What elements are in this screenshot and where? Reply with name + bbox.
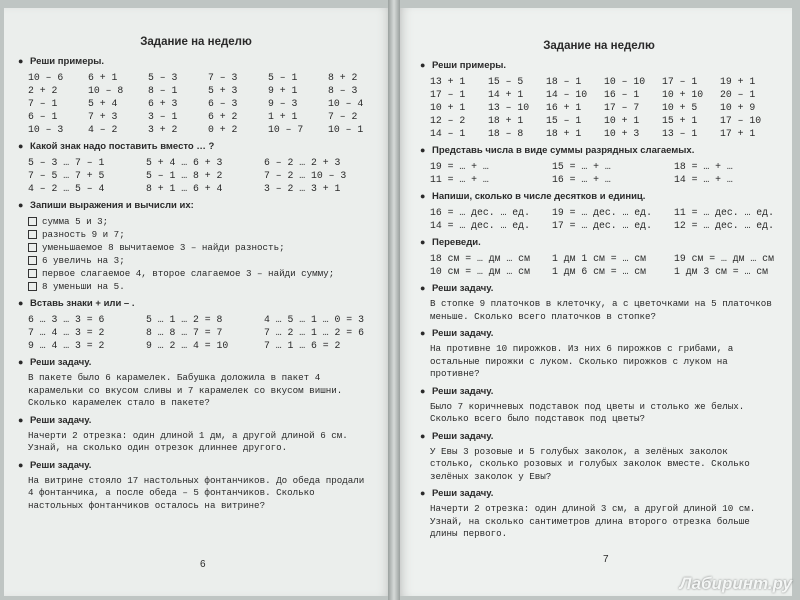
section-heading-text: Какой знак надо поставить вместо … ?	[30, 141, 215, 152]
section-heading	[16, 460, 376, 471]
checkbox-square-icon	[28, 256, 37, 265]
task-text: Начерти 2 отрезка: один длиной 1 дм, а другой длиной 6 см. Узнай, на сколько один отрезок длиннее другого.	[28, 429, 348, 453]
bullet-icon: ●	[18, 200, 24, 210]
exercise-item: 19 см = … дм … см	[674, 253, 774, 264]
list-item-text: сумма 5 и 3;	[42, 216, 109, 227]
exercise-item: 6 + 2	[208, 111, 238, 122]
checkbox-square-icon	[28, 243, 37, 252]
task-text: Было 7 коричневых подставок под цветы и столько же белых. Сколько всего было подставок под цветы?	[430, 400, 745, 424]
section-heading-text: Реши задачу.	[30, 414, 92, 426]
checkbox-square-icon	[28, 282, 37, 291]
section-heading	[418, 191, 780, 202]
exercise-item: 17 = … дес. … ед.	[552, 220, 652, 231]
section-heading	[418, 60, 780, 71]
section-heading-text: Реши задачу.	[432, 488, 494, 499]
exercise-item: 1 дм 1 см = … см	[552, 253, 647, 264]
section-heading-text: Реши примеры.	[432, 60, 507, 71]
exercise-item: 9 – 3	[268, 98, 298, 109]
convert-grid	[418, 252, 780, 278]
exercise-item: 18 = … + …	[674, 161, 733, 172]
exercise-item: 14 = … дес. … ед.	[430, 220, 530, 231]
exercise-item: 13 – 10	[488, 102, 530, 113]
left-page-content	[16, 36, 376, 512]
bullet-icon: ●	[18, 459, 24, 470]
section-heading	[418, 237, 780, 248]
exercise-item: 18 + 1	[546, 128, 582, 139]
page-title: Задание на неделю	[543, 40, 655, 52]
section-heading-text: Реши задачу.	[432, 283, 494, 294]
bullet-icon: ●	[420, 385, 426, 396]
section-heading-text: Реши задачу.	[30, 459, 92, 471]
bullet-icon: ●	[420, 60, 426, 70]
exercise-item: 10 + 1	[430, 102, 466, 113]
bullet-icon: ●	[420, 430, 426, 441]
exercise-item: 0 + 2	[208, 124, 238, 135]
list-item-text: 8 уменьши на 5.	[42, 281, 125, 292]
bullet-icon: ●	[18, 414, 24, 425]
exercise-item: 5 + 4	[88, 98, 118, 109]
exercise-item: 5 – 3	[148, 72, 178, 83]
exercise-item: 10 – 8	[88, 85, 124, 96]
exercise-item: 8 + 1 … 6 + 4	[146, 183, 223, 194]
checkbox-square-icon	[28, 269, 37, 278]
exercise-item: 7 … 4 … 3 = 2	[28, 327, 105, 338]
exercise-item: 15 – 1	[546, 115, 582, 126]
task-text: Начерти 2 отрезка: один длиной 3 см, а другой длиной 10 см. Узнай, на сколько сантиметров длина второго отрезка больше длины первого.	[430, 503, 756, 539]
bullet-icon: ●	[18, 357, 24, 367]
section-heading	[418, 431, 780, 442]
page-number: 6	[200, 559, 206, 570]
section-heading-text: Напиши, сколько в числе десятков и единиц.	[432, 191, 646, 202]
exercise-item: 8 + 2	[328, 72, 358, 83]
exercise-item: 3 + 2	[148, 124, 178, 135]
exercise-item: 5 – 1 … 8 + 2	[146, 170, 223, 181]
section-heading-text: Реши задачу.	[432, 328, 494, 339]
task-text: У Евы 3 розовые и 5 голубых заколок, а зелёных заколок столько, сколько розовых и голубых заколок вместе. Сколько зелёных заколок у Евы?	[430, 445, 750, 482]
exercise-item: 5 + 3	[208, 85, 238, 96]
bullet-icon: ●	[420, 283, 426, 293]
exercise-item: 20 – 1	[720, 89, 756, 100]
exercise-item: 4 – 2 … 5 – 4	[28, 183, 105, 194]
exercise-item: 7 … 2 … 1 … 2 = 6	[264, 327, 364, 338]
exercise-item: 10 – 3	[28, 124, 64, 135]
exercise-item: 6 – 3	[208, 98, 238, 109]
bullet-icon: ●	[420, 145, 426, 155]
exercise-item: 17 – 1	[430, 89, 466, 100]
signs-grid	[16, 313, 376, 352]
section-heading-text: Вставь знаки + или – .	[30, 298, 135, 309]
checkbox-square-icon	[28, 230, 37, 239]
exercise-item: 7 – 2 … 10 – 3	[264, 170, 347, 181]
section-heading-text: Реши примеры.	[30, 56, 105, 67]
section-heading	[16, 141, 376, 152]
page-title: Задание на неделю	[140, 36, 252, 48]
list-item	[28, 280, 376, 293]
right-page-content	[418, 40, 780, 541]
exercise-item: 11 = … дес. … ед.	[674, 207, 774, 218]
section-heading	[418, 283, 780, 294]
bullet-icon: ●	[420, 488, 426, 498]
section-heading	[16, 357, 376, 368]
exercise-item: 7 – 5 … 7 + 5	[28, 170, 105, 181]
exercise-item: 12 – 2	[430, 115, 466, 126]
exercise-item: 5 … 1 … 2 = 8	[146, 314, 223, 325]
exercise-item: 10 – 4	[328, 98, 364, 109]
section-heading-text: Представь числа в виде суммы разрядных слагаемых.	[432, 145, 695, 156]
exercise-item: 9 + 1	[268, 85, 298, 96]
task-text: В стопке 9 платочков в клеточку, а с цветочками на 5 платочков меньше. Сколько всего платочков в стопке?	[430, 298, 772, 322]
exercise-item: 10 см = … дм … см	[430, 266, 530, 277]
section-heading	[16, 298, 376, 309]
exercise-item: 7 – 1	[28, 98, 58, 109]
list-item-text: уменьшаемое 8 вычитаемое 3 – найди разность;	[42, 242, 285, 253]
compare-grid	[16, 156, 376, 195]
exercise-item: 8 … 8 … 7 = 7	[146, 327, 223, 338]
section-heading	[16, 200, 376, 211]
exercise-item: 10 + 10	[662, 89, 704, 100]
exercise-item: 8 – 3	[328, 85, 358, 96]
bullet-icon: ●	[18, 298, 24, 308]
exercise-item: 14 – 10	[546, 89, 588, 100]
list-item	[28, 215, 376, 228]
exercise-item: 18 + 1	[488, 115, 524, 126]
exercise-item: 15 – 5	[488, 76, 524, 87]
exercise-item: 6 – 2 … 2 + 3	[264, 157, 341, 168]
exercise-item: 10 + 9	[720, 102, 756, 113]
exercise-item: 14 = … + …	[674, 174, 733, 185]
book-spine	[388, 0, 400, 600]
bullet-icon: ●	[18, 56, 24, 66]
exercise-item: 17 – 7	[604, 102, 640, 113]
right-page	[396, 8, 792, 596]
page-number: 7	[603, 554, 609, 565]
exercise-item: 1 дм 3 см = … см	[674, 266, 769, 277]
section-heading	[418, 386, 780, 397]
bullet-icon: ●	[18, 141, 24, 151]
exercise-item: 16 + 1	[546, 102, 582, 113]
section-heading-text: Реши задачу.	[30, 357, 92, 368]
exercise-item: 9 … 4 … 3 = 2	[28, 340, 105, 351]
section-heading	[418, 145, 780, 156]
list-item	[28, 267, 376, 280]
examples-grid	[418, 75, 780, 140]
task-text: На противне 10 пирожков. Из них 6 пирожков с грибами, а остальные пирожки с луком. Сколько пирожков с луком на противне?	[430, 343, 734, 379]
list-item	[28, 228, 376, 241]
expressions-list	[16, 215, 376, 293]
exercise-item: 4 … 5 … 1 … 0 = 3	[264, 314, 364, 325]
exercise-item: 1 дм 6 см = … см	[552, 266, 647, 277]
list-item-text: первое слагаемое 4, второе слагаемое 3 – найди сумму;	[42, 268, 335, 279]
exercise-item: 11 = … + …	[430, 174, 489, 185]
exercise-item: 19 = … + …	[430, 161, 489, 172]
section-heading	[418, 488, 780, 499]
checkbox-square-icon	[28, 217, 37, 226]
list-item	[28, 241, 376, 254]
exercise-item: 19 + 1	[720, 76, 756, 87]
left-page	[4, 8, 392, 596]
exercise-item: 18 – 8	[488, 128, 524, 139]
exercise-item: 5 + 4 … 6 + 3	[146, 157, 223, 168]
exercise-item: 4 – 2	[88, 124, 118, 135]
exercise-item: 10 – 1	[328, 124, 364, 135]
list-item	[28, 254, 376, 267]
exercise-item: 6 + 1	[88, 72, 118, 83]
exercise-item: 7 – 2	[328, 111, 358, 122]
exercise-item: 18 – 1	[546, 76, 582, 87]
watermark-logo: Лабиринт.ру	[679, 574, 792, 593]
exercise-item: 17 – 10	[720, 115, 762, 126]
section-heading	[418, 328, 780, 339]
exercise-item: 13 + 1	[430, 76, 466, 87]
exercise-item: 10 + 1	[604, 115, 640, 126]
exercise-item: 16 – 1	[604, 89, 640, 100]
section-heading	[16, 415, 376, 426]
task-text: На витрине стояло 17 настольных фонтанчиков. До обеда продали 4 фонтанчика, а после обеда – 5 фонтанчиков. Сколько настольных фонтанчиков осталось на витрине?	[28, 474, 365, 511]
bullet-icon: ●	[420, 237, 426, 247]
exercise-item: 9 … 2 … 4 = 10	[146, 340, 229, 351]
section-heading-text: Запиши выражения и вычисли их:	[30, 200, 194, 211]
exercise-item: 1 + 1	[268, 111, 298, 122]
exercise-item: 13 – 1	[662, 128, 698, 139]
exercise-item: 5 – 1	[268, 72, 298, 83]
section-heading-text: Переведи.	[432, 237, 481, 248]
task-text: В пакете было 6 карамелек. Бабушка доложила в пакет 4 карамельки со вкусом сливы и 7 карамелек со вкусом вишни. Сколько карамелек стало в пакете?	[28, 372, 343, 408]
exercise-item: 5 – 3 … 7 – 1	[28, 157, 105, 168]
exercise-item: 16 = … + …	[552, 174, 611, 185]
exercise-item: 8 – 1	[148, 85, 178, 96]
examples-grid	[16, 71, 376, 136]
exercise-item: 10 – 6	[28, 72, 64, 83]
exercise-item: 10 – 10	[604, 76, 646, 87]
exercise-item: 14 + 1	[488, 89, 524, 100]
exercise-item: 14 – 1	[430, 128, 466, 139]
exercise-item: 6 – 1	[28, 111, 58, 122]
exercise-item: 15 = … + …	[552, 161, 611, 172]
section-heading-text: Реши задачу.	[432, 430, 494, 442]
place-value-grid	[418, 160, 780, 186]
exercise-item: 3 – 2 … 3 + 1	[264, 183, 341, 194]
exercise-item: 16 = … дес. … ед.	[430, 207, 530, 218]
tens-units-grid	[418, 206, 780, 232]
exercise-item: 10 + 3	[604, 128, 640, 139]
exercise-item: 17 – 1	[662, 76, 698, 87]
section-heading	[16, 56, 376, 67]
exercise-item: 10 + 5	[662, 102, 698, 113]
exercise-item: 15 + 1	[662, 115, 698, 126]
list-item-text: разность 9 и 7;	[42, 229, 125, 240]
exercise-item: 7 … 1 … 6 = 2	[264, 340, 341, 351]
exercise-item: 17 + 1	[720, 128, 756, 139]
exercise-item: 3 – 1	[148, 111, 178, 122]
exercise-item: 6 + 3	[148, 98, 178, 109]
exercise-item: 7 – 3	[208, 72, 238, 83]
exercise-item: 18 см = … дм … см	[430, 253, 530, 264]
section-heading-text: Реши задачу.	[432, 385, 494, 397]
exercise-item: 2 + 2	[28, 85, 58, 96]
exercise-item: 6 … 3 … 3 = 6	[28, 314, 105, 325]
exercise-item: 19 = … дес. … ед.	[552, 207, 652, 218]
exercise-item: 12 = … дес. … ед.	[674, 220, 774, 231]
bullet-icon: ●	[420, 328, 426, 338]
exercise-item: 10 – 7	[268, 124, 304, 135]
list-item-text: 6 увеличь на 3;	[42, 255, 125, 266]
exercise-item: 7 + 3	[88, 111, 118, 122]
bullet-icon: ●	[420, 191, 426, 201]
